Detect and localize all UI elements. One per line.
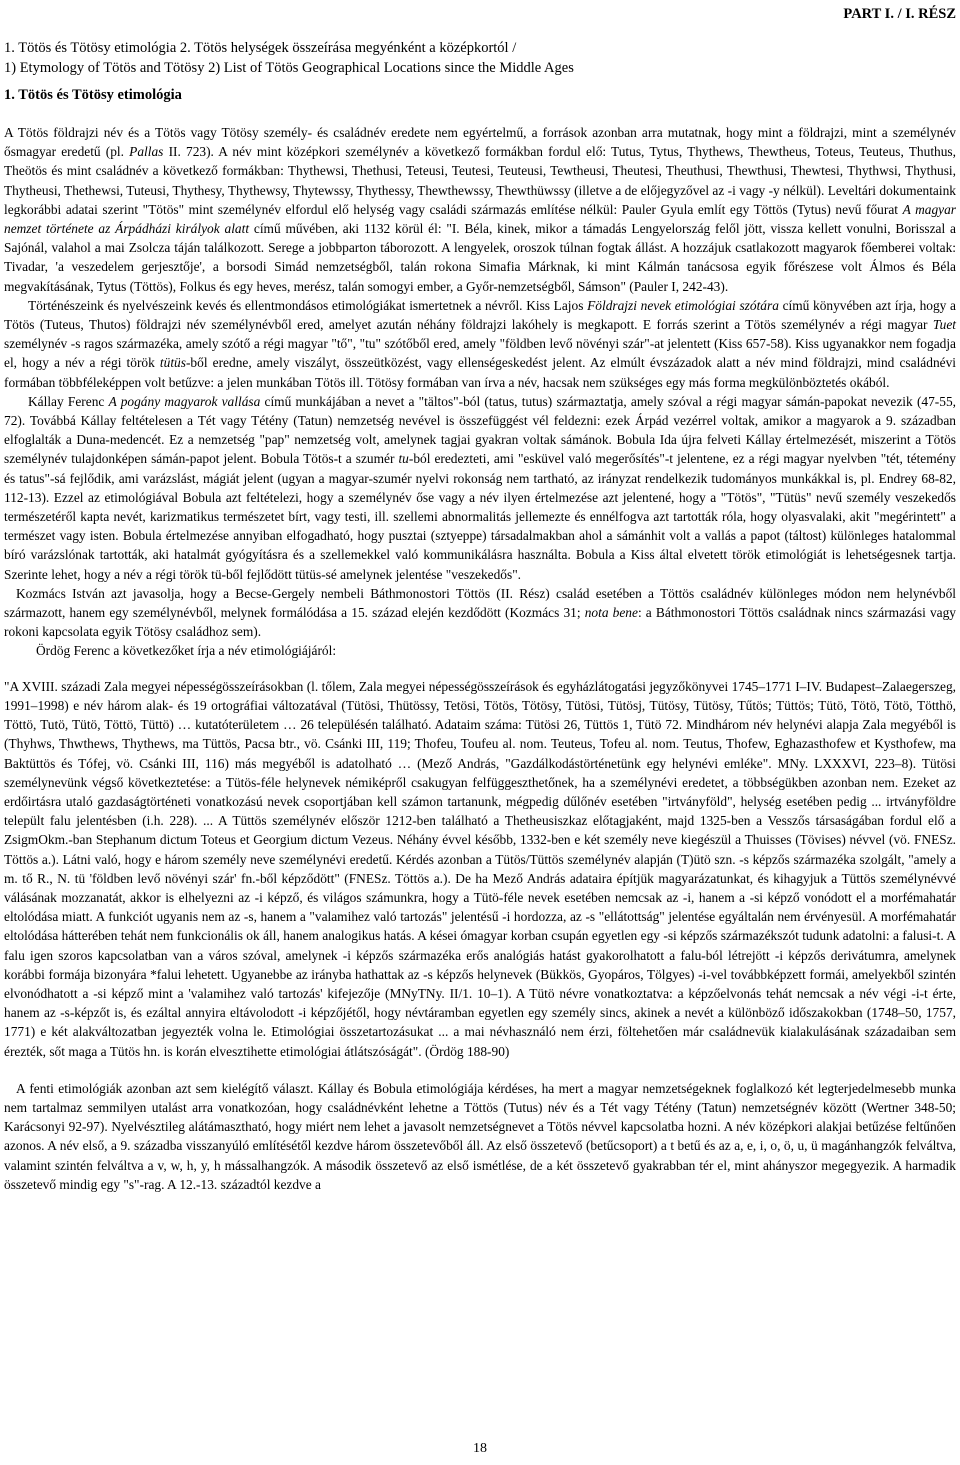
paragraph-6: A fenti etimológiák azonban azt sem kielégítő választ. Kállay és Bobula etimológiája kérdéses, ha mert a magyar nemzetségeknek foglalkozó két legterjedelmesebb munka nem tartalmaz semmilyen utalást arra vonatkozóan, hogy családnévként lehetne a Töttös (Tutus) név és a Tét vagy Tétény (Tatun) nemzetségnév között (Wertner 348-50; Karácsonyi 92-97). Nyelvésztileg alátámasztható, hogy miért nem lehet a javasolt nemzetségnevet a Tötös névvel kapcsolatba hozni. A név középkori alakjai betűzése feltűnően azonos. A név első, a 9. századba visszanyúló említésétől kezdve három összetevőből áll. Az első összetevő (betűcsoport) a t betű és az a, e, i, o, ö, u, ü magánhangzók felváltva, valamint szintén felváltva a v, w, h, y, h mássalhangzók. A második összetevő az első ismétlése, de a két összetevő gyakrabban tér el, mint ahányszor megegyezik. A harmadik összetevő mindig egy "s"-rag. A 12.-13. századtól kezdve a xyxy=(4,1080,956,1192)
paragraph-2: Történészeink és nyelvészeink kevés és ellentmondásos etimológiákat ismertetnek a névről. Kiss Lajos Földrajzi nevek etimológiai szótára című könyvében azt írja, hogy a Tötös (Tuteus, Thutos) földrajzi név személynévből ered, amelyet azután néhány földrajzi lakóhely is megkapott. E forrás szerint a Tötös személynév a régi magyar Tuet személynév -s ragos származéka, amely szótő a régi magyar "tő", "tu" szótőből ered, amely "földben levő növényi szár"-at jelentett (Kiss 657-58). Kiss ugyanakkor nem fogadja el, hogy a név a régi török tütüs-ből eredne, amely viszályt, összeütközést, vagy ellenségeskedést jelent. Az elmúlt évszázadok alatt a név mind földrajzi, mind családnévi formában többféleképpen volt betűzve: a jelen munkában Tötös ill. Tötösy formában van írva a név, hacsak nem szükséges egy más forma megkülönböztetés okából. xyxy=(4,297,957,390)
toc-block xyxy=(4,38,956,78)
document-page xyxy=(4,0,957,1456)
section-heading: 1. Tötös és Tötösy etimológia xyxy=(4,87,182,103)
paragraph-4: Kozmács István azt javasolja, hogy a Becse-Gergely nembeli Báthmonostori Töttös (II. Rész) család esetében a Töttös családnév különleges módon nem helynévből származott, hanem egy személynévből, melynek formálódása a 15. század elején kezdődött (Kozmács 31; nota bene: a Báthmonostori Töttös családnak nincs származási vagy rokoni kapcsolata egyik Tötösy családhoz sem). xyxy=(4,585,956,640)
closing-text xyxy=(4,1079,956,1194)
body-text xyxy=(4,123,956,661)
toc-line-english: 1) Etymology of Tötös and Tötösy 2) List of Tötös Geographical Locations since the Middle Ages xyxy=(4,60,574,76)
paragraph-3: Kállay Ferenc A pogány magyarok vallása című munkájában a nevet a "tältos"-ból (tatus, tutus) származtatja, amely szóval a régi magyar sámán-papokat nevezik (47-55, 72). Továbbá Kállay feltételesen a Tét vagy Tétény (Tatun) nemzetség nevével is összefüggést vél feldezni: ezek Árpád vezérrel voltak, amikor a magyarok a 9. században elfoglalták a Duna-medencét. Ez a nemzetség "pap" nemzetség volt, amelynek tagjai gyakran voltak sámánok. Bobula Ida újra felveti Kállay értelmezését, miszerint a Tötös személynév tulajdonképen sámán-papot jelent. Bobula Tötös-t a szumér tu-ból eredezteti, ami "esküvel való megerősítés"-t jelentene, ez a régi magyar nyelvben "tét, tétemény és tatus"-sá fejlődik, ami varázslást, mágiát jelent (ugyan a magyar-szumér nyelvi rokonság nem tartható, az irányzat rendelkezik tudományos munkákkal is, pl. Endrey 68-82, 112-13). Ezzel az etimológiával Bobula azt feltételezi, hogy a személynév őse vagy a név ilyen értelmezése azt jelentené, hogy a "Tötös", "Tütüs" nevű személy veszekedős természetéről kapta nevét, karizmatikus természetet bírt, vagy testi, ill. szellemi abnormalitás jellemezte és ennélfogva azt tartották róla, hogy olyasvalaki, akit "megérintett" a természet vagy isten. Bobula értelmezése annyiban elfogadható, hogy pusztai (sztyeppe) társadalmakban ahol a sámánhit volt a vallás a papot (táltost) különleges hatalommal bíró varázslónak tartották, aki hatalmát gyógyításra és a szellemekkel való kommunikálásra használta. Bobula a Kiss által elvetett török etimológiát is lehetségesnek tartja. Szerinte lehet, hogy a név a régi török tü-ből fejlődött tütüs-sé amelynek jelentése "veszekedős". xyxy=(4,393,956,582)
quotation-block xyxy=(4,677,956,1061)
paragraph-5: Ördög Ferenc a következőket írja a név etimológiájáról: xyxy=(36,643,337,659)
paragraph-1: A Tötös földrajzi név és a Tötös vagy Tötösy személy- és családnév eredete nem egyértelmű, a források azonban arra mutatnak, hogy mint a földrajzi, mint a személynév ősmagyar eredetű (pl. Pallas II. 723). A név mint középkori személynév a következő formákban fordul elő: Tutus, Tytus, Thythews, Thewtheus, Toteus, Teuteus, Thuthus, Theötös és mint családnév a következő formákban: Thythewsi, Thethusi, Teteusi, Teutesi, Teuteusi, Tewtheusi, Theutesi, Theuthusi, Thewthusi, Thewtesi, Thythwsi, Thythusi, Thytheusi, Thethewsi, Tuteusi, Thythesy, Thythewsy, Thytewssy, Thythessy, Thewthewssy, Thewthüwssy (illetve a de előjegyzővel az -i vagy -y nélkül). Leveltári dokumentaink legkorábbi adatai szerint "Tötös" mint személynév elfordul elő helység vagy családi származás említése nélkül: Pauler Gyula említ egy Töttös (Tytus) nevű főurat A magyar nemzet története az Árpádházi királyok alatt című művében, aki 1132 körül él: "I. Béla, kinek, mikor a támadás Lengyelország felől jött, vissza kellett vonulni, Borisszal a Sajónál, valahol a mai Zsolcza táján találkozott. Serege a jobbparton táborozott. A lengyelek, oroszok túlnan fogtak állást. A hozzájuk csatlakozott magyarok főemberei voltak: Tivadar, 'a veszedelem gerjesztője', a borsodi Simád nemzetségből, talán rokona Simafia Márknak, ki mint Kálmán tanácsosa egyik főrészese volt Álmos és Béla megvakításának, Tytus (Töttös), Folkus és egy heves, merész, talán somogyi ember, a Győr-nemzetségből, Sámson" (Pauler I, 242-43). xyxy=(4,125,956,294)
toc-line-hungarian: 1. Tötös és Tötösy etimológia 2. Tötös helységek összeírása megyénként a középkortól / xyxy=(4,40,517,56)
page-number: 18 xyxy=(473,1441,487,1456)
part-title: PART I. / I. RÉSZ xyxy=(843,6,956,22)
quotation-text: "A XVIII. századi Zala megyei népességösszeírásokban (l. tőlem, Zala megyei népességösszeírások és egyházlátogatási jegyzőkönyvei 1745–1771 I–IV. Budapest–Zalaegerszeg, 1991–1998) e név három alak- és 19 ortográfiai változatával (Tütösi, Thütössy, Tetösi, Tötös, Tötösy, Tütösi, Tütösj, Tütösy, Tütösy, Tűtös; Tüttös; Tütö, Tötö, Tötö, Tötthö, Töttö, Tutö, Tütö, Töttö, Tüttö) … kutatóterületem … 26 településén található. Adataim száma: Tütösi 26, Tüttös 1, Tütö 72. Mindhárom név helynévi alapja Zala megyéből is (Thyhws, Thwthews, Thythews, ma Tüttös, Pacsa btr., vö. Csánki III, 119; Thofeu, Toufeu al. nom. Teuteus, Tofeu al. nom. Teutus, Thofew, Eghazasthofew et Kysthofew, ma Baktüttös és Tófej, vö. Csánki III, 116) más megyéből is adatolható … (Mező András, "Gazdálkodástörténetünk egy helynévi emléke". MNy. LXXXVI, 223–8). Tütösi személynevünk végső következtetése: a Tütös-féle helynevek némiképről csakugyan felfüggeszthetőnek, ha a személynévi eredetet, a többségükben azonban nem. Ezeket az erdőirtásra utaló gazdaságtörténeti vonatkozású nevek csoportjában kell számon tartanunk, mégpedig dűlőnév esetében "irtványföld", helység esetében pedig ... irtványföldre települt falu jelentésben (i.h. 228). ... A Tüttös személynév először 1212-ben található a Thetheusiszkaz előtagjaként, majd 1325-ben a Vesszős társaságában fordul elő a ZsigmOkm.-ban Stephanum dictum Toteus et Georgium dictum Vezeus. Néhány évvel később, 1332-ben e két személy neve kiegészül a Thuisses (Tövises) névvel (vö. FNESz. Töttös a.). Látni való, hogy e három személy neve személynévi eredetű. Kérdés azonban a Tütös/Tüttös személynév alapján (T)ütö szn. -s képzős származéka szolgált, "amely a m. tő R., N. tü 'földben levő növényi szár' fn.-ből képződött" (FNESz. Töttös a.). De ha Mező András adataira építjük magyarázatunkat, és kihagyjuk a Tüttös személynévvé válásának mozzanatát, akkor is elhelyezni az -i képző, és világos számunkra, hogy a Tütö-féle nevek esetében nemcsak az -i, hanem a -si képző vonódott el a morfémahatár eltolódása miatt. A funkciót ugyanis nem az -s, hanem a "valamihez való tartozás" jelentésű -i hordozza, az -s "ellátottság" jelentése egyáltalán nem érvényesül. A morfémahatár eltolódása hátterében tehát nem funkcionális ok áll, hanem analogikus hatás. A kései ómagyar korban csupán egyetlen egy -si képzős származékszót tudunk adatolni: a falusi-t. A falu igen szoros kapcsolatban van a város szóval, amelynek -i képzős származéka erős analógiás hatást gyakorolhatott a falu-ból létrejött -i képzős derivátumra, amelynek korábbi formája bizonyára *falui lehetett. Ugyanebbe az irányba hathattak az -s képzős helynevek (Bükkös, Gyopáros, Tölgyes) -i-vel továbbképzett formái, amelyekből szintén elvonódhatott a -si képző mint a 'valamihez való tartozás' kifejezője (MNyTNy. II/1. 10–1). A Tütö névre vonatkoztatva: a képzőelvonás tehát nemcsak a név végi -i-t érte, hanem az -s-képzőt is, és ezáltal annyira eltávolodott -i képzőjétől, hogy névtáramban egyetlen egy személy sincs, akinek a nevét a különböző időszakokban (1748–50, 1757, 1771) e két alakváltozatban jegyezték volna le. Etimológiai összetartozásukat ... a mai névhasználó nem érzi, föltehetően már családnevük kialakulásának századaiban sem érezték, sőt maga a Tütös hn. is korán elvesztihette etimológiai átlátszóságát". (Ördög 188-90) xyxy=(4,678,956,1059)
